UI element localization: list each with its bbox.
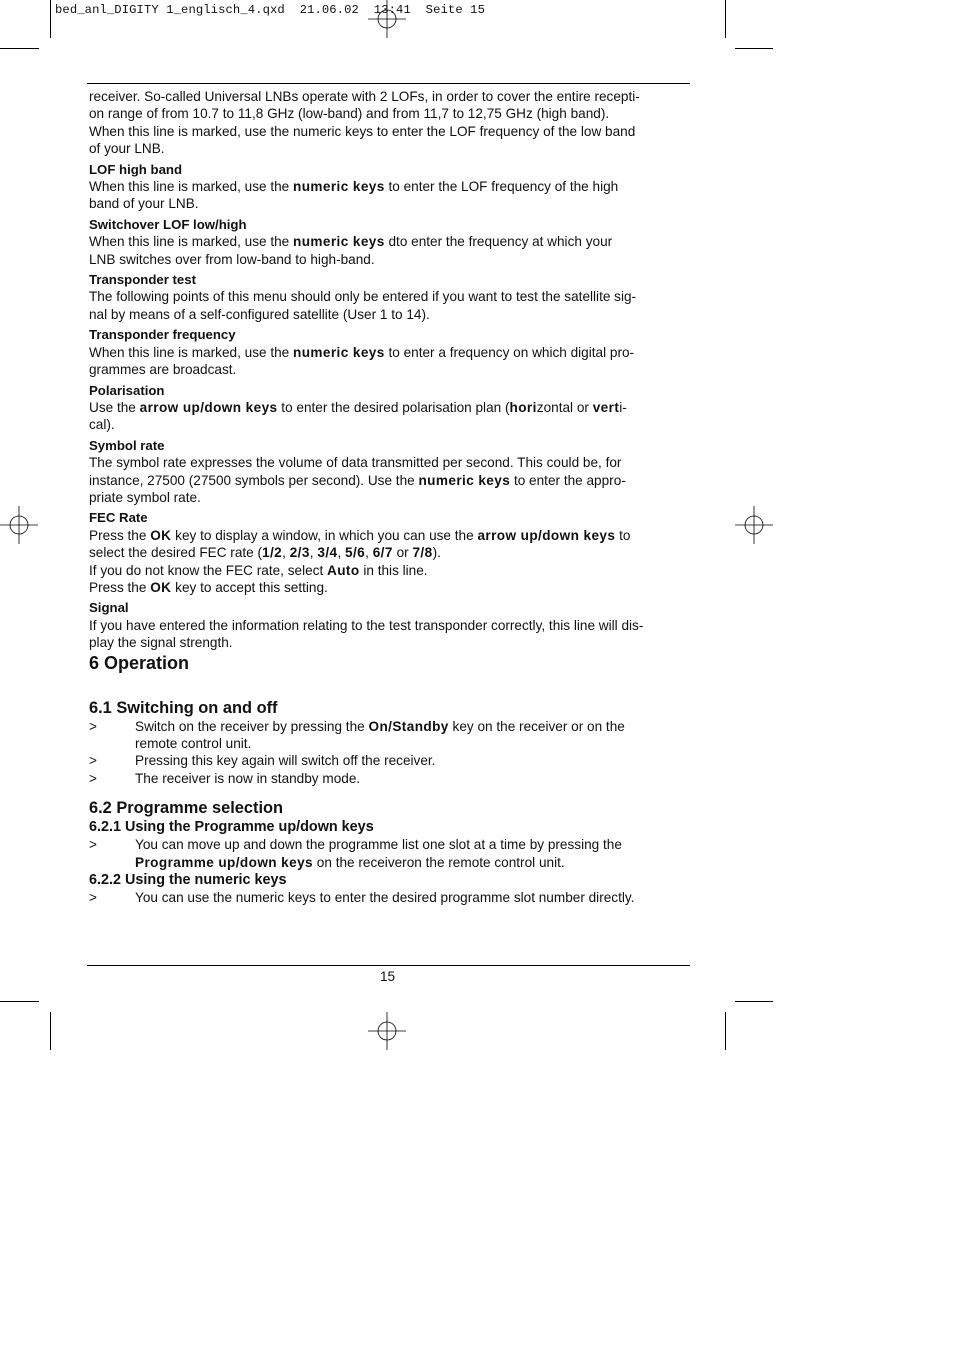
bullet-item <box>89 752 689 769</box>
text: , <box>282 545 290 561</box>
paragraph: grammes are broadcast. <box>89 362 237 378</box>
paragraph: If you have entered the information relating to the test transponder correctly, this line will dis- <box>89 617 644 633</box>
paragraph: play the signal strength. <box>89 635 233 651</box>
text: to enter the desired polarisation plan ( <box>277 399 510 415</box>
bullet-marker: > <box>89 718 97 734</box>
text: key to display a window, in which you can use the <box>171 527 478 543</box>
text: remote control unit. <box>135 736 252 751</box>
bullet-text: You can use the numeric keys to enter the desired programme slot number directly. <box>135 890 635 906</box>
paragraph <box>89 472 689 489</box>
heading-transponder-test: Transponder test <box>89 272 196 288</box>
text: on the receiveron the remote control unit. <box>313 854 565 870</box>
registration-mark-icon <box>368 1012 406 1050</box>
bullet-marker: > <box>89 890 97 906</box>
text: in this line. <box>359 562 428 578</box>
intro-line: receiver. So-called Universal LNBs operate with 2 LOFs, in order to cover the entire recepti- <box>89 89 640 104</box>
crop-mark <box>0 48 39 49</box>
text: Switch on the receiver by pressing the <box>135 718 369 734</box>
text: When this line is marked, use the <box>89 179 293 195</box>
text: Press the <box>89 579 151 595</box>
registration-mark-icon <box>735 506 773 544</box>
paragraph: nal by means of a self-configured satellite (User 1 to 14). <box>89 306 430 322</box>
paragraph <box>89 579 689 596</box>
text: , <box>309 545 318 561</box>
text: select the desired FEC rate ( <box>89 545 263 561</box>
section-title: 6.2 Programme selection <box>89 799 284 818</box>
crop-mark <box>50 0 51 38</box>
text: If you do not know the FEC rate, select <box>89 562 328 578</box>
key-term: numeric keys <box>293 234 385 250</box>
bullet-item <box>89 889 689 906</box>
paragraph: The symbol rate expresses the volume of data transmitted per second. This could be, for <box>89 455 622 471</box>
key-term: Auto <box>327 562 360 578</box>
crop-mark <box>725 1012 726 1050</box>
text: , <box>365 545 373 561</box>
subsection-title: 6.2.1 Using the Programme up/down keys <box>89 819 374 836</box>
key-term: Programme up/down keys <box>135 854 314 870</box>
text: to enter the LOF frequency of the high <box>384 179 619 195</box>
paragraph: LNB switches over from low-band to high-band. <box>89 251 375 267</box>
text: When this line is marked, use the <box>89 234 293 250</box>
text: i- <box>619 399 627 415</box>
paragraph <box>89 399 689 416</box>
text: instance, 27500 (27500 symbols per second). Use the <box>89 472 419 488</box>
bullet-text: Pressing this key again will switch off the receiver. <box>135 753 436 769</box>
fec-value: 5/6 <box>345 545 366 561</box>
text: key to accept this setting. <box>171 579 328 595</box>
paragraph: priate symbol rate. <box>89 489 201 505</box>
text: to enter a frequency on which digital pro- <box>384 344 635 360</box>
fec-value: 2/3 <box>289 545 310 561</box>
text: , <box>337 545 346 561</box>
key-term: On/Standby <box>368 718 449 734</box>
text: to enter the appro- <box>510 472 626 488</box>
text: Use the <box>89 399 140 415</box>
text: or <box>392 545 413 561</box>
key-term: numeric keys <box>293 179 385 195</box>
crop-mark <box>0 1001 39 1002</box>
heading-signal: Signal <box>89 600 129 616</box>
paragraph <box>89 544 689 561</box>
crop-mark <box>735 48 773 49</box>
bullet-text: The receiver is now in standby mode. <box>135 770 361 786</box>
page-number: 15 <box>380 969 396 984</box>
key-term: vert <box>592 399 620 415</box>
bullet-text <box>135 836 689 871</box>
paragraph <box>89 527 689 544</box>
key-term: OK <box>150 579 172 595</box>
paragraph: cal). <box>89 417 115 433</box>
bullet-marker: > <box>89 837 97 853</box>
key-term: hori <box>509 399 537 415</box>
registration-mark-icon <box>368 0 406 38</box>
paragraph <box>89 344 689 361</box>
bullet-item <box>89 718 689 753</box>
heading-polarisation: Polarisation <box>89 382 165 398</box>
bullet-item <box>89 836 689 871</box>
key-term: arrow up/down keys <box>139 399 278 415</box>
paragraph: The following points of this menu should only be entered if you want to test the satellite sig- <box>89 289 637 305</box>
paragraph <box>89 178 689 195</box>
text: Press the <box>89 527 151 543</box>
bullet-item <box>89 770 689 787</box>
heading-fec-rate: FEC Rate <box>89 510 148 526</box>
text: key on the receiver or on the <box>448 718 625 734</box>
fec-value: 3/4 <box>317 545 338 561</box>
crop-mark <box>735 1001 773 1002</box>
bullet-marker: > <box>89 770 97 786</box>
paragraph: band of your LNB. <box>89 196 199 212</box>
registration-mark-icon <box>0 506 38 544</box>
bullet-text <box>135 718 689 753</box>
text: dto enter the frequency at which your <box>384 234 613 250</box>
heading-symbol-rate: Symbol rate <box>89 437 165 453</box>
heading-transponder-frequency: Transponder frequency <box>89 327 236 343</box>
section-title: 6.1 Switching on and off <box>89 698 278 717</box>
heading-switchover: Switchover LOF low/high <box>89 216 247 232</box>
intro-line: of your LNB. <box>89 141 165 157</box>
crop-mark <box>50 1012 51 1050</box>
key-term: numeric keys <box>293 344 385 360</box>
paragraph <box>89 233 689 250</box>
file-slug: bed_anl_DIGITY 1_englisch_4.qxd 21.06.02 13:41 Seite 15 <box>55 3 485 17</box>
text: When this line is marked, use the <box>89 344 293 360</box>
fec-value: 1/2 <box>262 545 283 561</box>
fec-value: 6/7 <box>372 545 393 561</box>
text: You can move up and down the programme list one slot at a time by pressing the <box>135 837 622 853</box>
text: to <box>615 527 631 543</box>
intro-line: When this line is marked, use the numeric keys to enter the LOF frequency of the low band <box>89 123 636 139</box>
header-rule <box>87 83 690 84</box>
footer-rule <box>87 965 690 966</box>
intro-line: on range of from 10.7 to 11,8 GHz (low-band) and from 11,7 to 12,75 GHz (high band). <box>89 106 610 122</box>
heading-lof-high: LOF high band <box>89 161 183 177</box>
text: ). <box>432 545 441 561</box>
subsection-title: 6.2.2 Using the numeric keys <box>89 872 287 889</box>
chapter-title: 6 Operation <box>89 652 190 673</box>
bullet-marker: > <box>89 753 97 769</box>
page-body <box>89 88 689 906</box>
key-term: OK <box>150 527 172 543</box>
text: zontal or <box>536 399 593 415</box>
key-term: numeric keys <box>418 472 511 488</box>
fec-value: 7/8 <box>412 545 433 561</box>
paragraph <box>89 562 689 579</box>
key-term: arrow up/down keys <box>477 527 616 543</box>
crop-mark <box>725 0 726 38</box>
